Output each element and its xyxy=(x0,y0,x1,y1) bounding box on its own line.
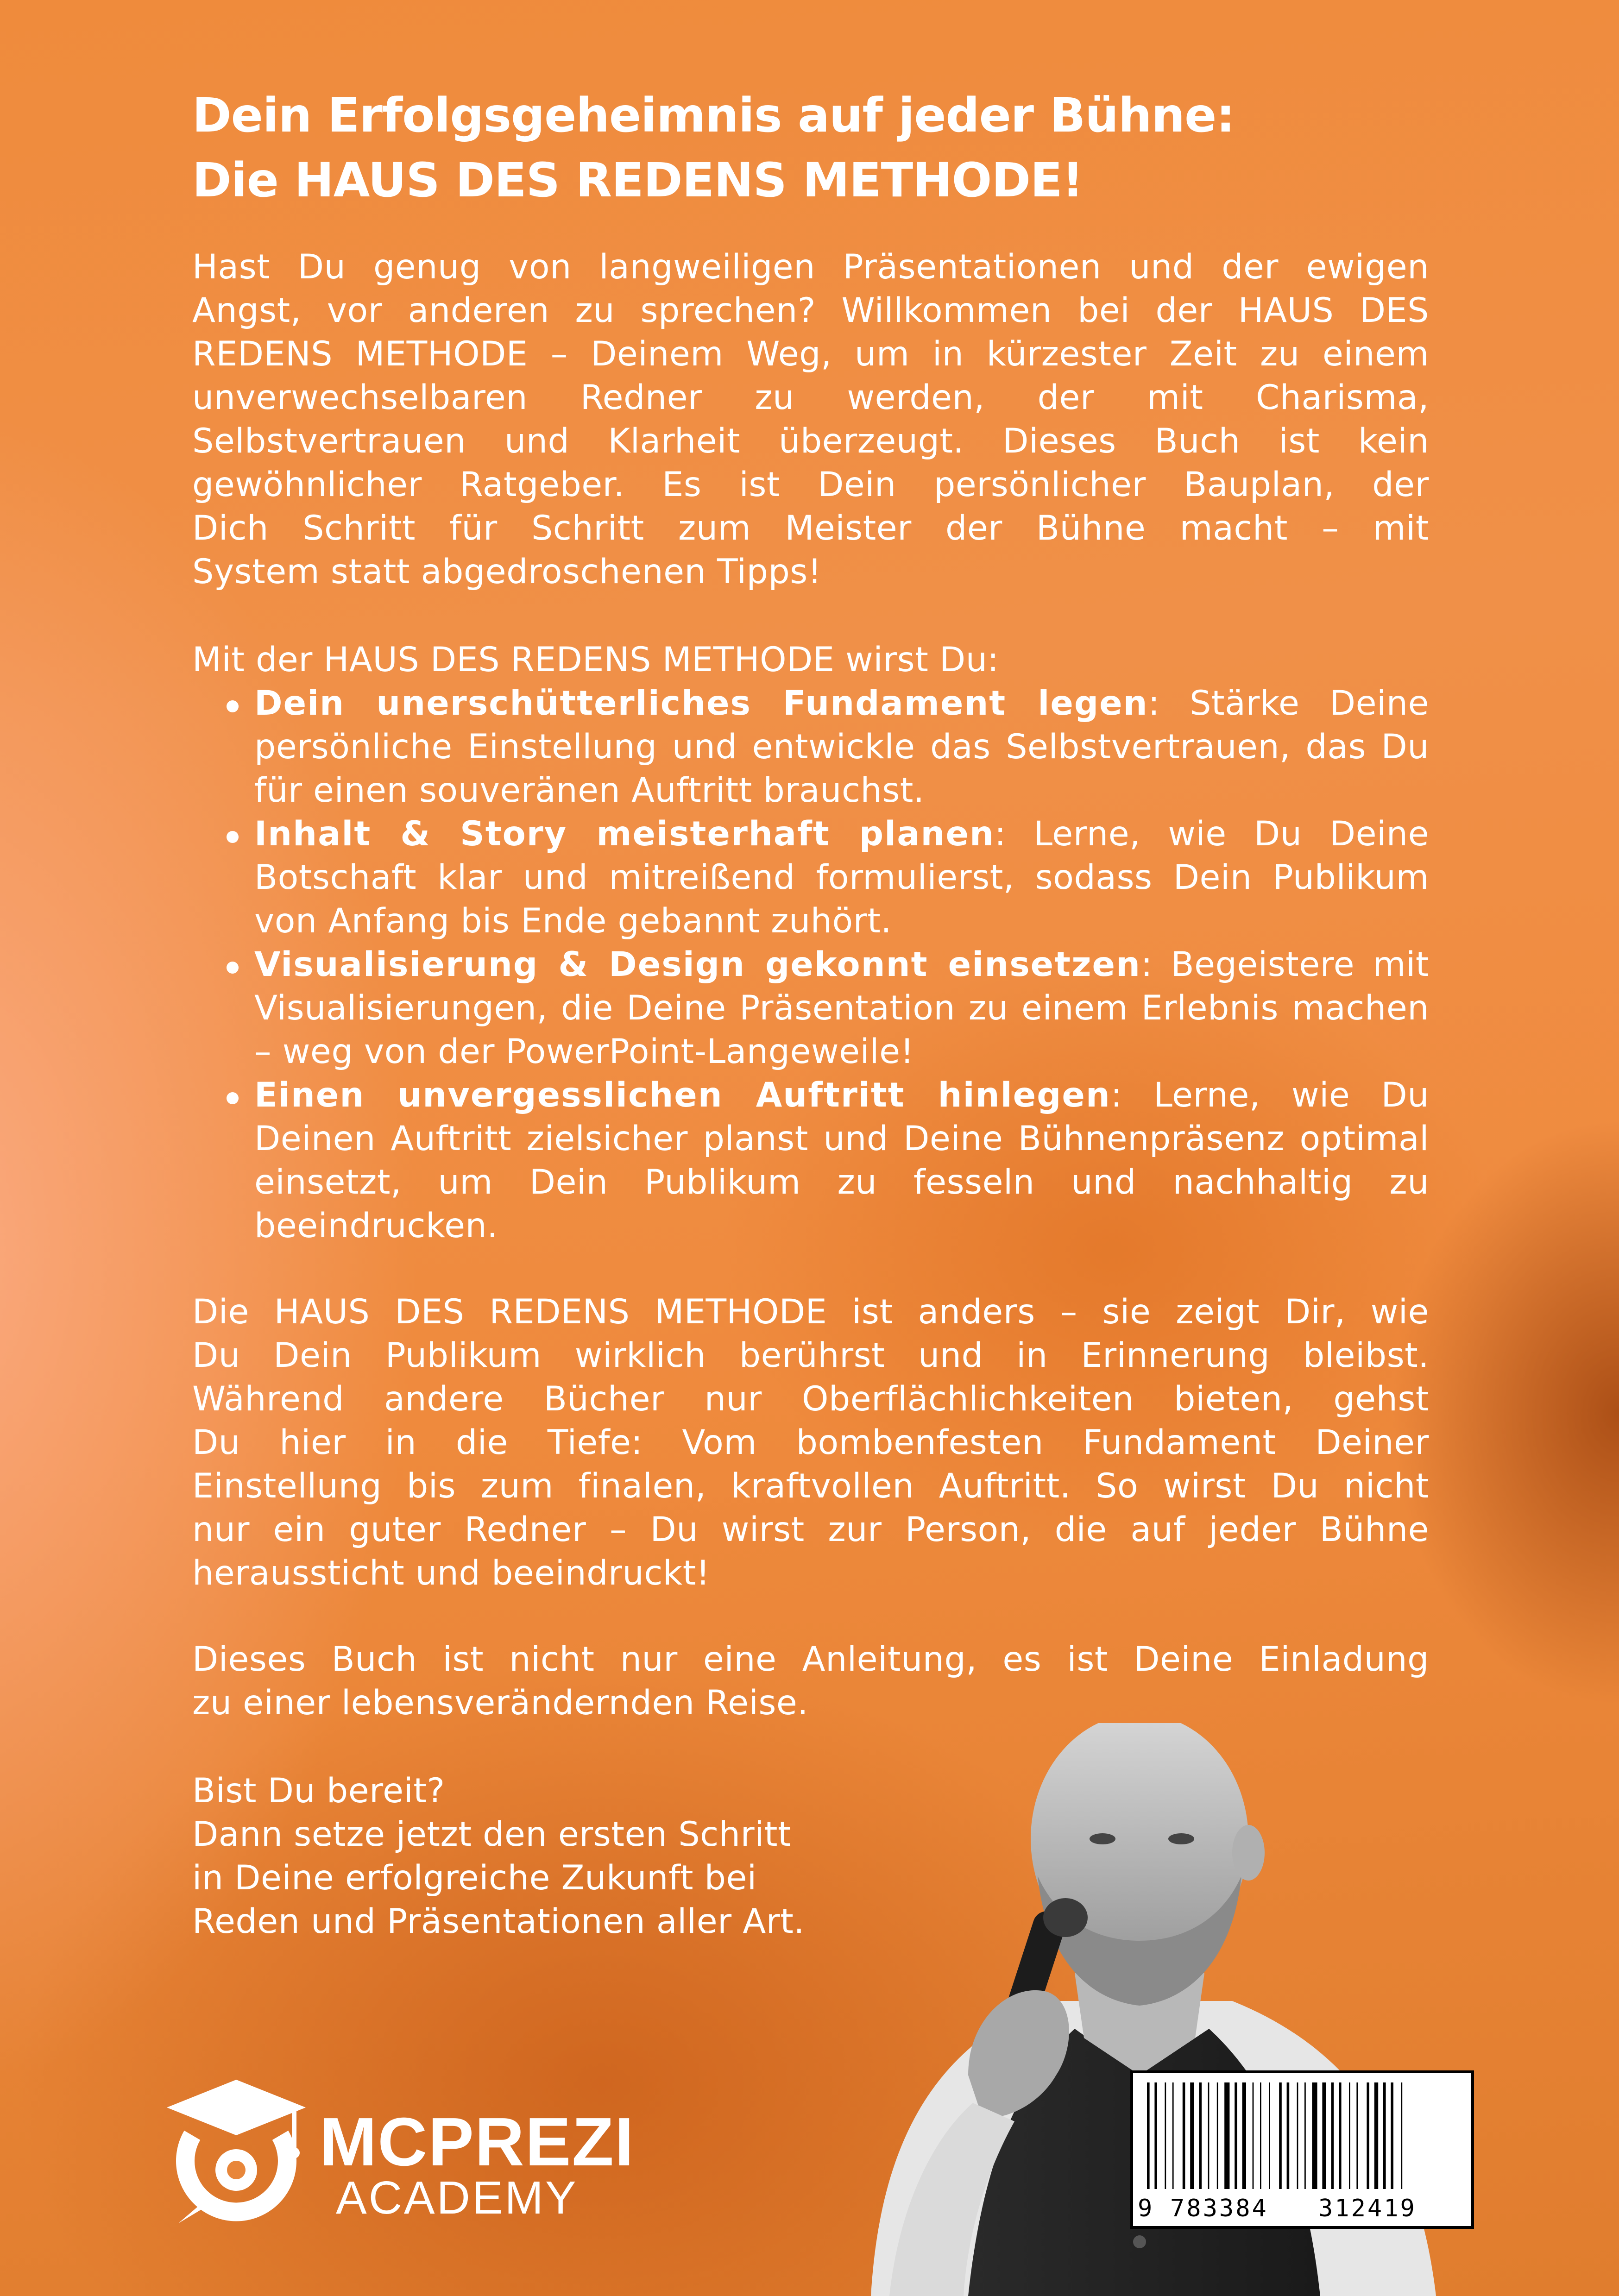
list-item-title: Dein unerschütterliches Fundament legen xyxy=(254,684,1148,723)
intro-line: System statt abgedroschenen Tipps! xyxy=(192,552,822,591)
barcode-bar xyxy=(1253,2082,1254,2189)
barcode-bar xyxy=(1224,2082,1229,2189)
headline xyxy=(192,83,1489,213)
barcode-bar xyxy=(1312,2082,1317,2189)
paragraph-line: zu einer lebensverändernden Reise. xyxy=(192,1683,809,1723)
logo-sub: ACADEMY xyxy=(336,2172,578,2224)
paragraph-line: Einstellung bis zum finalen, kraftvollen Auftritt. So wirst Du nicht xyxy=(192,1466,1429,1506)
barcode-bar xyxy=(1374,2082,1378,2189)
graduation-cap-icon xyxy=(160,2075,313,2228)
headline-line-2: Die HAUS DES REDENS METHODE! xyxy=(192,153,1084,208)
barcode-bar xyxy=(1190,2082,1194,2189)
list-item-title: Inhalt & Story meisterhaft planen xyxy=(254,814,995,854)
paragraph-invitation xyxy=(192,1638,1429,1725)
intro-line: Angst, vor anderen zu sprechen? Willkommen bei der HAUS DES xyxy=(192,291,1429,330)
barcode-bar xyxy=(1260,2082,1261,2189)
barcode-bar xyxy=(1391,2082,1393,2189)
paragraph-line: Du Dein Publikum wirklich berührst und in Erinnerung bleibst. xyxy=(192,1336,1429,1375)
closing-line: Reden und Präsentationen aller Art. xyxy=(192,1902,805,1941)
intro-line: unverwechselbaren Redner zu werden, der mit Charisma, xyxy=(192,378,1429,417)
barcode-bar xyxy=(1172,2082,1174,2189)
intro-line: gewöhnlicher Ratgeber. Es ist Dein persönlicher Bauplan, der xyxy=(192,465,1429,504)
intro-line: REDENS METHODE – Deinem Weg, um in kürzester Zeit zu einem xyxy=(192,334,1429,374)
closing-line: in Deine erfolgreiche Zukunft bei xyxy=(192,1858,757,1898)
headline-line-1: Dein Erfolgsgeheimnis auf jeder Bühne: xyxy=(192,88,1235,143)
list-item-title: Einen unvergesslichen Auftritt hinlegen xyxy=(254,1076,1111,1115)
barcode-bar xyxy=(1217,2082,1218,2189)
list-item-text: : Lerne, wie Du Deinen Auftritt zielsicher planst und Deine Bühnenpräsenz optimal einsetzt, um Dein Publikum zu fesseln und nachhaltig zu beeindrucken. xyxy=(254,1076,1429,1246)
barcode-bar xyxy=(1235,2082,1237,2189)
barcode-bar xyxy=(1331,2082,1334,2189)
list-intro: Mit der HAUS DES REDENS METHODE wirst Du: xyxy=(192,640,999,679)
paragraph-method-difference xyxy=(192,1290,1429,1595)
logo-brand: MCPREZI xyxy=(320,2104,635,2180)
barcode-bar xyxy=(1199,2082,1202,2189)
barcode-bar xyxy=(1339,2082,1342,2189)
list-item xyxy=(192,812,1429,943)
list-item xyxy=(192,682,1429,812)
mcprezi-academy-logo xyxy=(160,2075,669,2228)
intro-paragraph xyxy=(192,245,1429,594)
closing-call-to-action xyxy=(192,1769,887,1944)
closing-line: Bist Du bereit? xyxy=(192,1771,445,1811)
intro-line: Selbstvertrauen und Klarheit überzeugt. Dieses Buch ist kein xyxy=(192,421,1429,461)
barcode-bar xyxy=(1322,2082,1326,2189)
barcode-bar xyxy=(1279,2082,1282,2189)
method-list xyxy=(192,682,1429,1248)
barcode-digit-first: 9 xyxy=(1138,2195,1153,2222)
barcode-bars xyxy=(1147,2082,1457,2189)
paragraph-line: Dieses Buch ist nicht nur eine Anleitung, es ist Deine Einladung xyxy=(192,1640,1429,1679)
list-item-text: : Begeistere mit Visualisierungen, die Deine Präsentation zu einem Erlebnis machen – weg von der PowerPoint-Langeweile! xyxy=(254,945,1429,1071)
barcode-bar xyxy=(1356,2082,1358,2189)
barcode-bar xyxy=(1269,2082,1270,2189)
barcode-bar xyxy=(1349,2082,1350,2189)
paragraph-line: nur ein guter Redner – Du wirst zur Person, die auf jeder Bühne xyxy=(192,1510,1429,1549)
intro-line: Dich Schritt für Schritt zum Meister der Bühne macht – mit xyxy=(192,509,1429,548)
paragraph-line: Die HAUS DES REDENS METHODE ist anders – sie zeigt Dir, wie xyxy=(192,1292,1429,1332)
list-item-text: : Stärke Deine persönliche Einstellung und entwickle das Selbstvertrauen, das Du für einen souveränen Auftritt brauchst. xyxy=(254,684,1429,810)
barcode-bar xyxy=(1383,2082,1386,2189)
paragraph-line: Während andere Bücher nur Oberflächlichkeiten bieten, gehst xyxy=(192,1379,1429,1419)
paragraph-line: heraussticht und beeindruckt! xyxy=(192,1554,710,1593)
barcode-bar xyxy=(1287,2082,1290,2189)
barcode-bar xyxy=(1401,2082,1402,2189)
barcode-bar xyxy=(1183,2082,1185,2189)
list-item xyxy=(192,943,1429,1074)
barcode-bar xyxy=(1154,2082,1157,2189)
intro-line: Hast Du genug von langweiligen Präsentationen und der ewigen xyxy=(192,247,1429,287)
barcode-bar xyxy=(1165,2082,1166,2189)
barcode-bar xyxy=(1208,2082,1210,2189)
list-item-title: Visualisierung & Design gekonnt einsetzen xyxy=(254,945,1141,984)
list-item-text: : Lerne, wie Du Deine Botschaft klar und mitreißend formulierst, sodass Dein Publikum von Anfang bis Ende gebannt zuhört. xyxy=(254,814,1429,941)
barcode-bar xyxy=(1147,2082,1150,2189)
isbn-barcode xyxy=(1130,2070,1474,2229)
paragraph-line: Du hier in die Tiefe: Vom bombenfesten Fundament Deiner xyxy=(192,1423,1429,1462)
list-item xyxy=(192,1074,1429,1248)
closing-line: Dann setze jetzt den ersten Schritt xyxy=(192,1815,792,1854)
barcode-bar xyxy=(1297,2082,1298,2189)
barcode-bar xyxy=(1367,2082,1369,2189)
barcode-bar xyxy=(1242,2082,1246,2189)
barcode-bar xyxy=(1304,2082,1306,2189)
barcode-digits-right: 312419 xyxy=(1318,2195,1417,2222)
method-list-section xyxy=(192,638,1429,1248)
barcode-digits-left: 783384 xyxy=(1170,2195,1268,2222)
